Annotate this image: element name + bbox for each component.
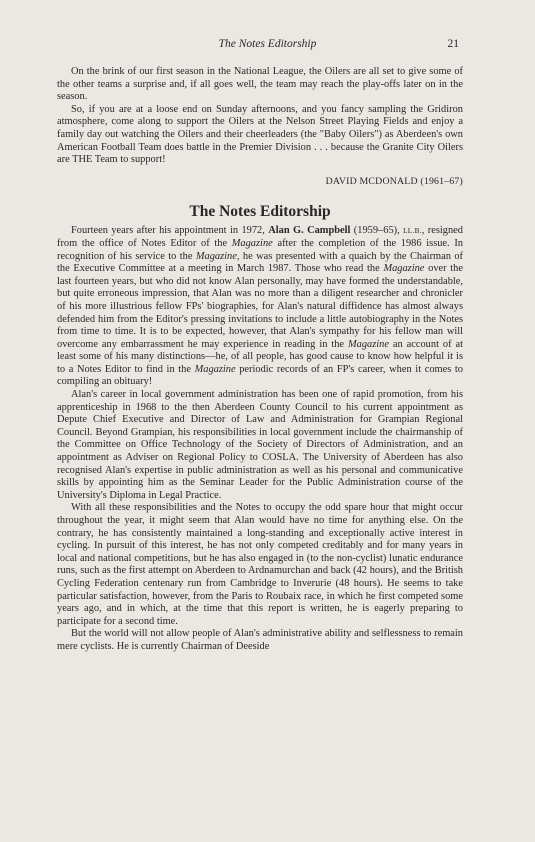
text-run: an account of at least some of his many distinctions—he, of all people, has good cause to know how helpful it is to a Notes Editor to find in the [57,338,463,375]
text-run: periodic records of an FP's career, when it comes to compiling an obituary! [57,363,463,388]
magazine-title: Magazine [383,263,425,275]
page-content [57,66,463,654]
magazine-title: Magazine [194,363,236,375]
section-heading: The Notes Editorship [189,203,331,221]
magazine-title: Magazine [231,237,273,249]
magazine-title: Magazine [195,250,237,262]
text-run: (1959–65), [350,225,404,237]
section-paragraph-1 [57,225,463,389]
intro-paragraph-1: On the brink of our first season in the National League, the Oilers are all set to give some of the other teams a surprise and, if all goes well, the team may reach the play-offs later on in the season. [57,66,463,103]
running-header [0,38,535,54]
text-run: , he was presented with a quaich by the Chairman of the Executive Committee at a meeting in March 1987. Those who read the [57,250,463,275]
text-run: after the completion of the 1986 issue. In recognition of his service to the [57,237,463,262]
degree-abbrev: LL.B. [403,227,422,236]
text-run: over the last fourteen years, but who did not know Alan personally, may have formed the understandable, but quite erroneous impression, that Alan was no more than a diligent researcher and chronicler of his more illustrious fellow FPs' biographies, for Alan's natural diffidence has almost always defended him from the Editor's pressing invitations to include a little autobiography in the Notes from time to time. It is to be expected, however, that Alan's sympathy for his fellow man will overcome any embarrassment he may experience in reading in the [57,263,463,350]
page-number: 21 [447,38,459,50]
section-paragraph-3: With all these responsibilities and the Notes to occupy the odd spare hour that might occur throughout the year, it might seem that Alan would have no time for anything else. On the contrary, he has consistently maintained a long-standing and exceptionally active interest in cycling. In pursuit of this interest, he has not only competed creditably and for many years in local and national competitions, but he has also engaged in (to the non-cyclist) lunatic endurance runs, such as the first attempt on Aberdeen to Ardnamurchan and back (42 hours), and the British Cycling Federation centenary run from Cambridge to Inverurie (48 hours). He seems to take particular satisfaction, however, from the Paris to Roubaix race, in which he first competed some years ago, and in which, at the time that this report is written, he is eagerly preparing to participate for a second time. [57,502,463,627]
section-paragraph-2: Alan's career in local government administration has been one of rapid promotion, from his apprenticeship in 1968 to the then Aberdeen County Council to his current appointment as Depute Chief Executive and Director of Law and Administration for Grampian Regional Council. Beyond Grampian, his responsibilities in local government include the chairmanship of the Committee on Office Technology of the Society of Directors of Administration, and an appointment as Adviser on Regional Policy to COSLA. The University of Aberdeen has also recognised Alan's expertise in public administration as well as his personal and communicative skills by appointing him as the Seminar Leader for the Public Administration course of the University's Diploma in Legal Practice. [57,389,463,501]
section-paragraph-4: But the world will not allow people of Alan's administrative ability and selflessness to remain mere cyclists. He is currently Chairman of Deeside [57,628,463,652]
author-signature: DAVID MCDONALD (1961–67) [325,175,463,187]
running-title: The Notes Editorship [218,38,317,50]
intro-paragraph-2: So, if you are at a loose end on Sunday afternoons, and you fancy sampling the Gridiron atmosphere, come along to support the Oilers at the Nelson Street Playing Fields and enjoy a family day out watching the Oilers and their cheerleaders (the "Baby Oilers") as Aberdeen's own American Football Team does battle in the Premier Division . . . because the Granite City Oilers are THE Team to support! [57,103,463,166]
person-name: Alan G. Campbell [268,225,351,237]
magazine-title: Magazine [347,338,389,350]
text-run: , resigned from the office of Notes Editor of the [57,225,463,249]
text-run: Fourteen years after his appointment in 1972, [71,225,269,237]
